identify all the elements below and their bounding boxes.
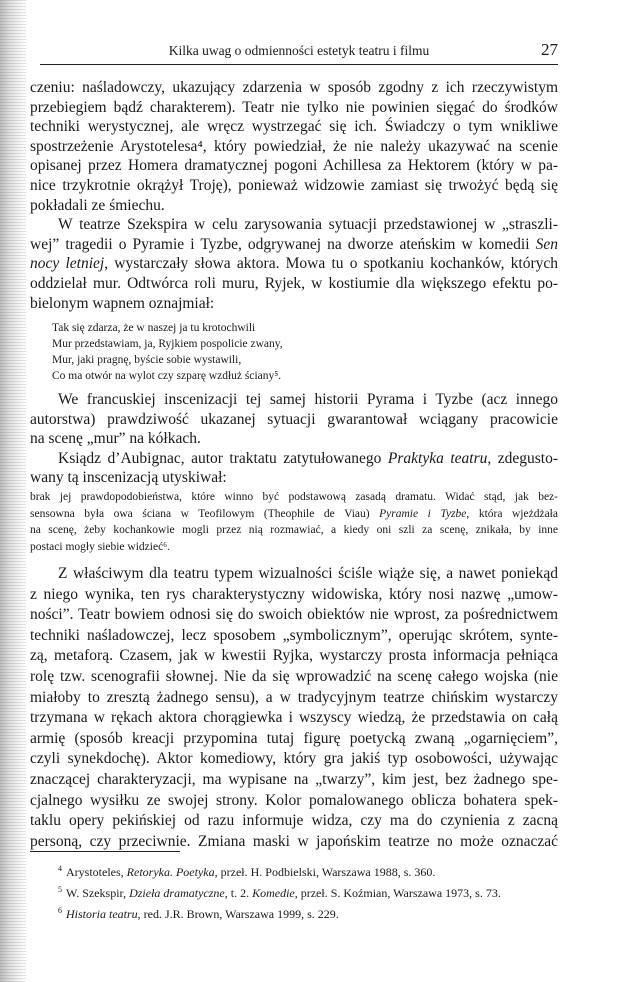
text-line: czyli synekdochę). Aktor komediowy, który gra jakiś typ osobowości, używając bbox=[30, 750, 558, 768]
main-text-2 bbox=[30, 390, 558, 488]
text-run: , która wjeżdżała bbox=[466, 507, 558, 520]
text-run: , red. J.R. Brown, Warszawa 1999, s. 229. bbox=[137, 907, 339, 921]
text-line: personą, czy przeciwnie. Zmiana maski w japońskim teatrze no może oznaczać bbox=[30, 832, 558, 850]
running-title: Kilka uwag o odmienności estetyk teatru i filmu bbox=[168, 43, 430, 58]
verse-line: Mur przedstawiam, ja, Ryjkiem pospolicie zwany, bbox=[52, 338, 283, 350]
verse-line: Tak się zdarza, że w naszej ja tu krotochwili bbox=[52, 322, 256, 334]
text-run: Ksiądz d’Aubignac, autor traktatu zatytułowanego bbox=[58, 449, 388, 467]
text-line: spostrzeżenie Arystotelesa⁴, który powiedział, że nie należy ukazywać na scenie bbox=[30, 137, 558, 155]
text-run: wej” tragedii o Pyramie i Tyzbe, odgrywanej na dworze ateńskim w komedii bbox=[30, 235, 536, 253]
text-run: , przeł. H. Podbielski, Warszawa 1988, s. 360. bbox=[214, 865, 436, 879]
text-line: taklu opery pekińskiej od razu informuje widza, czy ma do czynienia z zacną bbox=[30, 812, 558, 830]
footnote-6 bbox=[30, 902, 558, 923]
text-line: na scenę „mur” na kółkach. bbox=[30, 430, 201, 448]
text-line: zą, metaforą. Czasem, jak w kwestii Ryjka, wystarczy prosta informacja pełniąca bbox=[30, 647, 558, 665]
text-line: opisanej przez Homera dramatycznej pogoni Achillesa za Hektorem (który w pa- bbox=[30, 157, 558, 175]
italic-title: Sen bbox=[535, 235, 558, 253]
text-line: autorstwa) prawdziwość ukazanej sytuacji gwarantował wciągany pracowicie bbox=[30, 410, 558, 428]
footnote-number: 6 bbox=[58, 906, 62, 915]
text-line: znaczącej charakteryzacji, ma wypisane na „twarzy”, kim jest, bez żadnego spe- bbox=[30, 770, 558, 788]
page-header bbox=[40, 40, 558, 65]
text-run: , wystarczały słowa aktora. Mowa tu o spotkaniu kochanków, których bbox=[104, 255, 559, 273]
text-run: , przeł. S. Koźmian, Warszawa 1973, s. 73. bbox=[294, 886, 501, 900]
scan-shadow-edge bbox=[0, 0, 26, 982]
text-line: wany tą inscenizacją utyskiwał: bbox=[30, 469, 227, 487]
text-line: czeniu: naśladowczy, ukazujący zdarzenia w sposób zgodny z ich rzeczywistym bbox=[30, 79, 558, 96]
text-line: oddzielał mur. Odtwórca roli muru, Ryjek, w kostiumie dla większego efektu po- bbox=[30, 274, 558, 292]
text-line: miałoby to zresztą żadnego sensu), a w tradycyjnym teatrze chińskim wystarczy bbox=[30, 688, 558, 706]
text-line: postaci mogły siebie widzieć⁶. bbox=[30, 540, 171, 553]
text-line: trzymana w rękach aktora chorągiewka i wszyscy wiedzą, że przedstawia on całą bbox=[30, 709, 558, 727]
text-line: techniki naśladowczej, lecz sposobem „symbolicznym”, operując skrótem, synte- bbox=[30, 626, 558, 644]
footnote-number: 4 bbox=[58, 864, 62, 873]
text-line bbox=[30, 449, 558, 469]
text-line: rolę tzw. scenografii słownej. Nie da się wprowadzić na scenę całego wojska (nie bbox=[30, 667, 558, 685]
italic-title: Praktyka teatru bbox=[387, 449, 488, 467]
text-line: nice trzykrotnie okrążył Troję), ponieważ widzowie zamiast się trwożyć będą się bbox=[30, 176, 558, 194]
verse-line: Mur, jaki pragnę, byście sobie wystawili, bbox=[52, 354, 242, 366]
footnote-rule bbox=[30, 851, 180, 852]
block-quote-small bbox=[30, 489, 558, 555]
italic-title: nocy letniej bbox=[30, 255, 105, 273]
text-line: techniki werystycznej, ale wręcz wystrzegać się ich. Świadczy o tym wnikliwe bbox=[30, 118, 558, 136]
footnotes bbox=[30, 860, 558, 923]
main-text-3 bbox=[30, 564, 558, 852]
italic-title: Komedie bbox=[252, 886, 295, 900]
text-run: , zdegusto- bbox=[487, 449, 558, 467]
text-line: z niego wynika, ten rys charakterystyczny widowiska, który nosi nazwę „umow- bbox=[30, 585, 558, 603]
italic-title: Pyramie i Tyzbe bbox=[379, 507, 467, 520]
text-line: brak jej prawdopodobieństwa, które winno być podstawową zasadą dramatu. Widać stąd, jak bez- bbox=[30, 491, 558, 503]
verse-quote bbox=[52, 320, 352, 384]
text-line bbox=[30, 506, 558, 523]
footnote-number: 5 bbox=[58, 885, 62, 894]
footnote-5 bbox=[30, 881, 558, 902]
text-run: Arystoteles, bbox=[66, 865, 127, 879]
text-line: W teatrze Szekspira w celu zarysowania sytuacji przedstawionej w „straszli- bbox=[58, 216, 558, 234]
text-line: przebiegiem bądź charakterem). Teatr nie tylko nie powinien sięgać do środków bbox=[30, 98, 558, 116]
text-line bbox=[30, 235, 558, 255]
italic-title: Historia teatru bbox=[66, 907, 138, 921]
text-line: pokładali ze śmiechu. bbox=[30, 196, 165, 214]
footnote-4 bbox=[30, 860, 558, 881]
text-line: armię (sposób kreacji przypomina tutaj figurę poetycką zwaną „ogarnięciem”, bbox=[30, 729, 558, 747]
main-text bbox=[30, 78, 558, 313]
italic-title: Retoryka. Poetyka bbox=[126, 865, 215, 879]
text-line: ności”. Teatr bowiem odnosi się do swoich obiektów nie wprost, za pośrednictwem bbox=[30, 606, 558, 624]
text-run: sensowna była owa ściana w Teofilowym (Theophile de Viau) bbox=[30, 507, 380, 520]
text-line bbox=[30, 254, 558, 274]
text-line: na scenę, żeby kochankowie mogli przez nią rozmawiać, a kiedy oni szli za scenę, znikała, by inne bbox=[30, 524, 558, 536]
text-line: Z właściwym dla teatru typem wizualności ściśle wiąże się, a nawet poniekąd bbox=[58, 565, 558, 582]
text-run: , t. 2. bbox=[224, 886, 253, 900]
text-line: cjalnego wysiłku ze swojej strony. Kolor pomalowanego oblicza bohatera spek- bbox=[30, 791, 558, 809]
text-line: We francuskiej inscenizacji tej samej historii Pyrama i Tyzbe (acz innego bbox=[58, 391, 558, 408]
text-run: W. Szekspir, bbox=[66, 886, 130, 900]
italic-title: Dzieła dramatyczne bbox=[129, 886, 225, 900]
page-number: 27 bbox=[541, 40, 558, 59]
verse-line: Co ma otwór na wylot czy szparę wzdłuż ściany⁵. bbox=[52, 370, 282, 382]
text-line: bielonym wapnem oznajmiał: bbox=[30, 294, 215, 312]
